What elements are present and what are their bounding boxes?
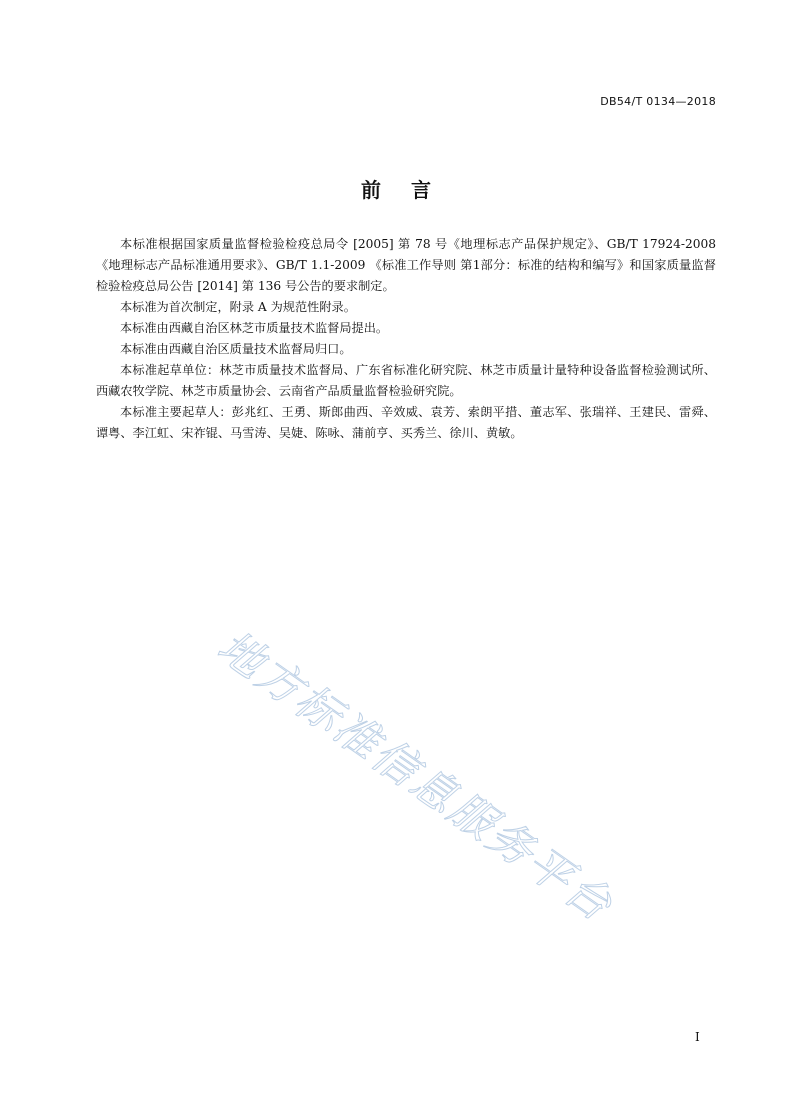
- paragraph-managed-by: 本标准由西藏自治区质量技术监督局归口。: [120, 342, 352, 356]
- paragraph-proposed-by: 本标准由西藏自治区林芝市质量技术监督局提出。: [120, 321, 389, 335]
- page-title: [0, 174, 792, 203]
- paragraph-basis: 本标准根据国家质量监督检验检疫总局令 [2005] 第 78 号《地理标志产品保护规定》、GB/T 17924-2008 《地理标志产品标准通用要求》、GB/T 1.1-2009 《标准工作导则 第1部分：标准的结构和编写》和国家质量监督检验检疫总局公告 [2014] 第 136 号公告的要求制定。: [96, 237, 716, 293]
- title-char-1: 前: [361, 178, 381, 202]
- watermark-text: 地方标准信息服务平台: [208, 621, 623, 933]
- title-char-2: 言: [411, 178, 431, 202]
- foreword-body: [96, 234, 716, 444]
- paragraph-drafters: 本标准主要起草人：彭兆红、王勇、斯郎曲西、辛效威、袁芳、索朗平措、董志军、张瑞祥、王建民、雷舜、谭粤、李江虹、宋祚锟、马雪涛、吴婕、陈咏、蒲前亨、买秀兰、徐川、黄敏。: [96, 405, 716, 440]
- paragraph-drafting-units: 本标准起草单位：林芝市质量技术监督局、广东省标准化研究院、林芝市质量计量特种设备监督检验测试所、西藏农牧学院、林芝市质量协会、云南省产品质量监督检验研究院。: [96, 363, 716, 398]
- standard-code: DB54/T 0134—2018: [600, 95, 716, 108]
- page-number: I: [695, 1030, 700, 1044]
- paragraph-first-edition: 本标准为首次制定，附录 A 为规范性附录。: [120, 300, 356, 314]
